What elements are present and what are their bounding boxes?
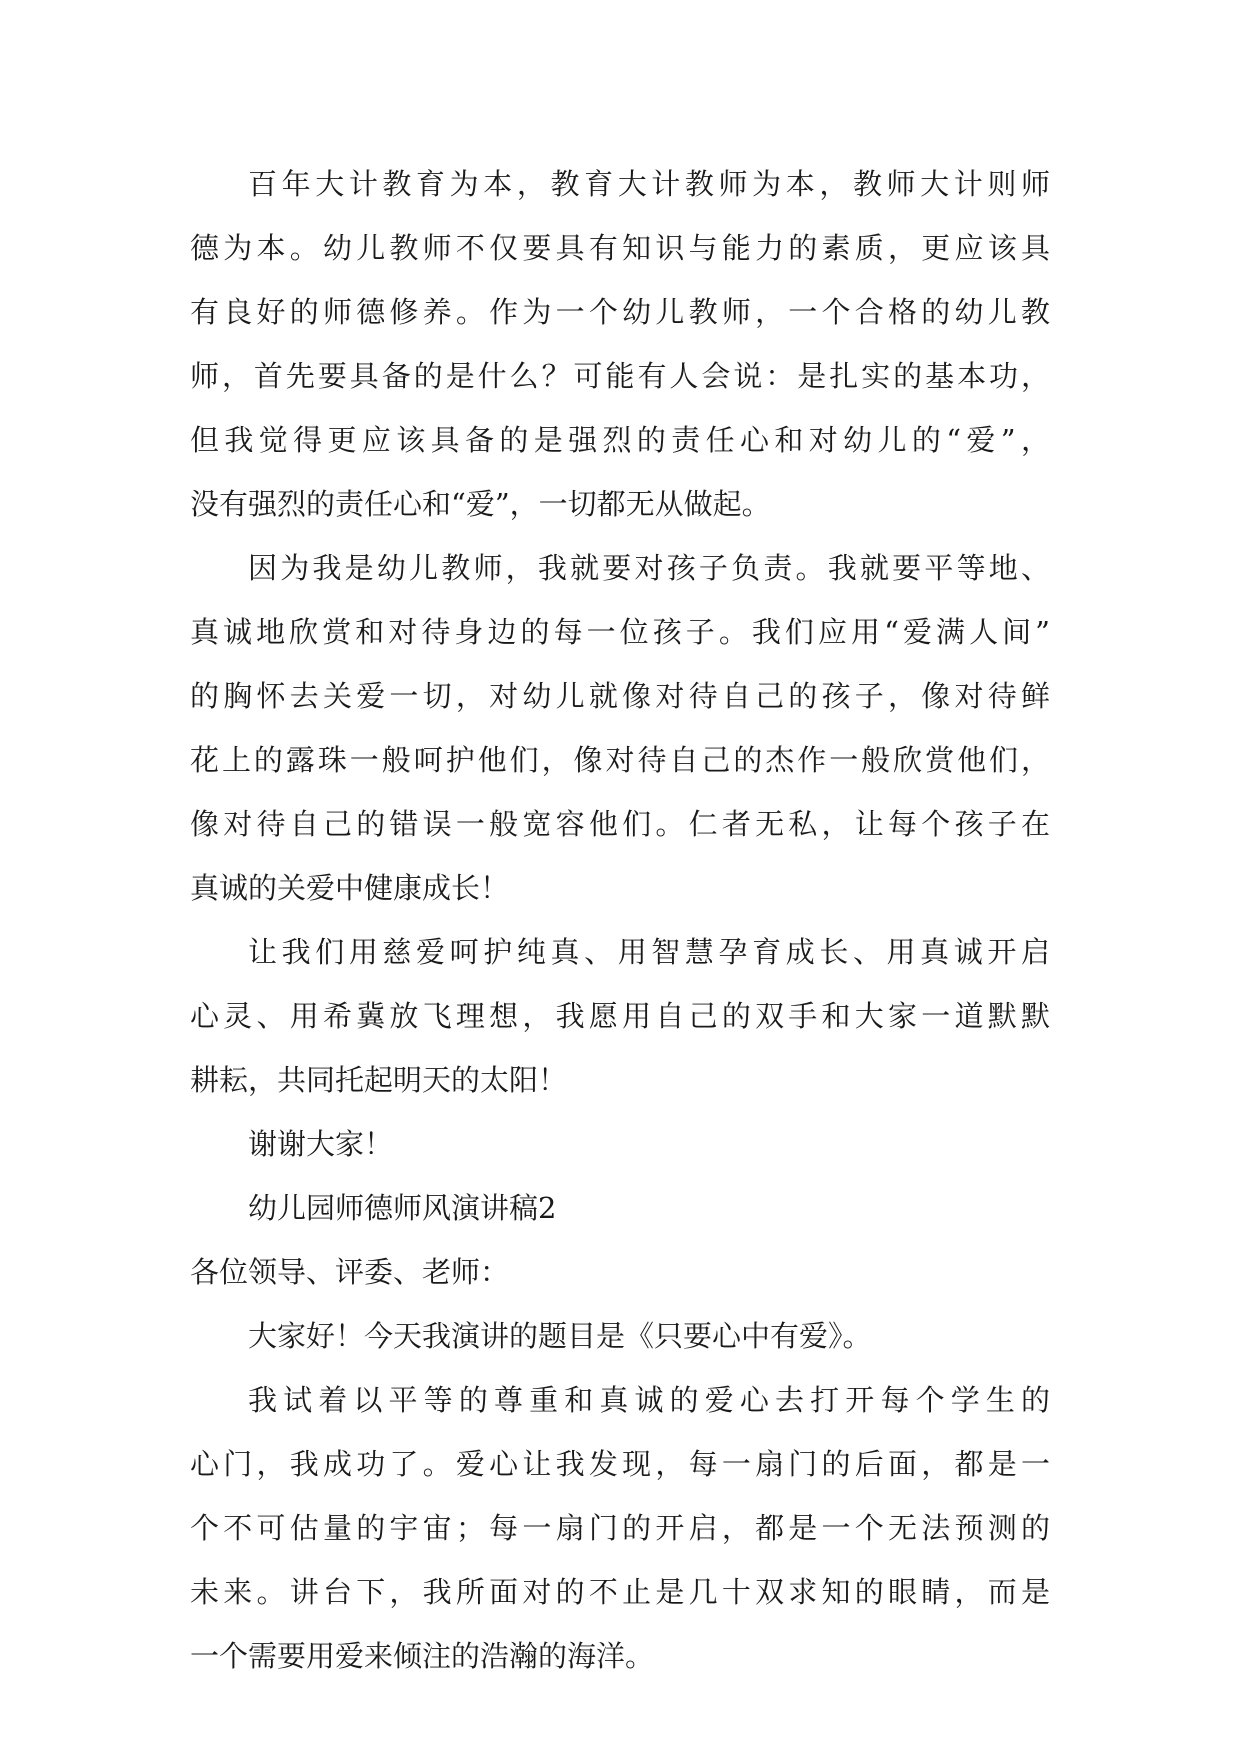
document-body (190, 152, 1050, 1688)
paragraph (190, 1112, 1050, 1176)
paragraph (190, 1368, 1050, 1688)
text-line: 真诚地欣赏和对待身边的每一位孩子。我们应用“爱满人间” (190, 615, 1050, 649)
text-line: 有良好的师德修养。作为一个幼儿教师，一个合格的幼儿教 (190, 295, 1050, 329)
paragraph (190, 536, 1050, 920)
text-line: 一个需要用爱来倾注的浩瀚的海洋。 (190, 1639, 655, 1673)
paragraph (190, 920, 1050, 1112)
text-line: 心门，我成功了。爱心让我发现，每一扇门的后面，都是一 (190, 1447, 1050, 1481)
text-line: 幼儿园师德师风演讲稿2 (248, 1191, 557, 1225)
text-line: 师，首先要具备的是什么？可能有人会说：是扎实的基本功， (190, 359, 1050, 393)
text-line: 真诚的关爱中健康成长！ (190, 871, 510, 905)
text-line: 但我觉得更应该具备的是强烈的责任心和对幼儿的“爱”， (190, 423, 1050, 457)
paragraph (190, 1304, 1050, 1368)
text-line: 各位领导、评委、老师： (190, 1255, 510, 1289)
paragraph (190, 152, 1050, 536)
text-line: 未来。讲台下，我所面对的不止是几十双求知的眼睛，而是 (190, 1575, 1050, 1609)
text-line: 谢谢大家！ (248, 1127, 394, 1161)
text-line: 花上的露珠一般呵护他们，像对待自己的杰作一般欣赏他们， (190, 743, 1050, 777)
text-line: 大家好！今天我演讲的题目是《只要心中有爱》。 (248, 1319, 872, 1353)
text-line: 让我们用慈爱呵护纯真、用智慧孕育成长、用真诚开启 (248, 935, 1050, 969)
text-line: 个不可估量的宇宙；每一扇门的开启，都是一个无法预测的 (190, 1511, 1050, 1545)
text-line: 耕耘，共同托起明天的太阳！ (190, 1063, 568, 1097)
text-line: 像对待自己的错误一般宽容他们。仁者无私，让每个孩子在 (190, 807, 1050, 841)
text-line: 德为本。幼儿教师不仅要具有知识与能力的素质，更应该具 (190, 231, 1050, 265)
text-line: 因为我是幼儿教师，我就要对孩子负责。我就要平等地、 (248, 551, 1050, 585)
text-line: 的胸怀去关爱一切，对幼儿就像对待自己的孩子，像对待鲜 (190, 679, 1050, 713)
text-line: 我试着以平等的尊重和真诚的爱心去打开每个学生的 (248, 1383, 1050, 1417)
text-line: 百年大计教育为本，教育大计教师为本，教师大计则师 (248, 167, 1050, 201)
text-line: 没有强烈的责任心和“爱”，一切都无从做起。 (190, 487, 771, 521)
text-line: 心灵、用希冀放飞理想，我愿用自己的双手和大家一道默默 (190, 999, 1050, 1033)
paragraph (190, 1176, 1050, 1240)
paragraph (190, 1240, 1050, 1304)
